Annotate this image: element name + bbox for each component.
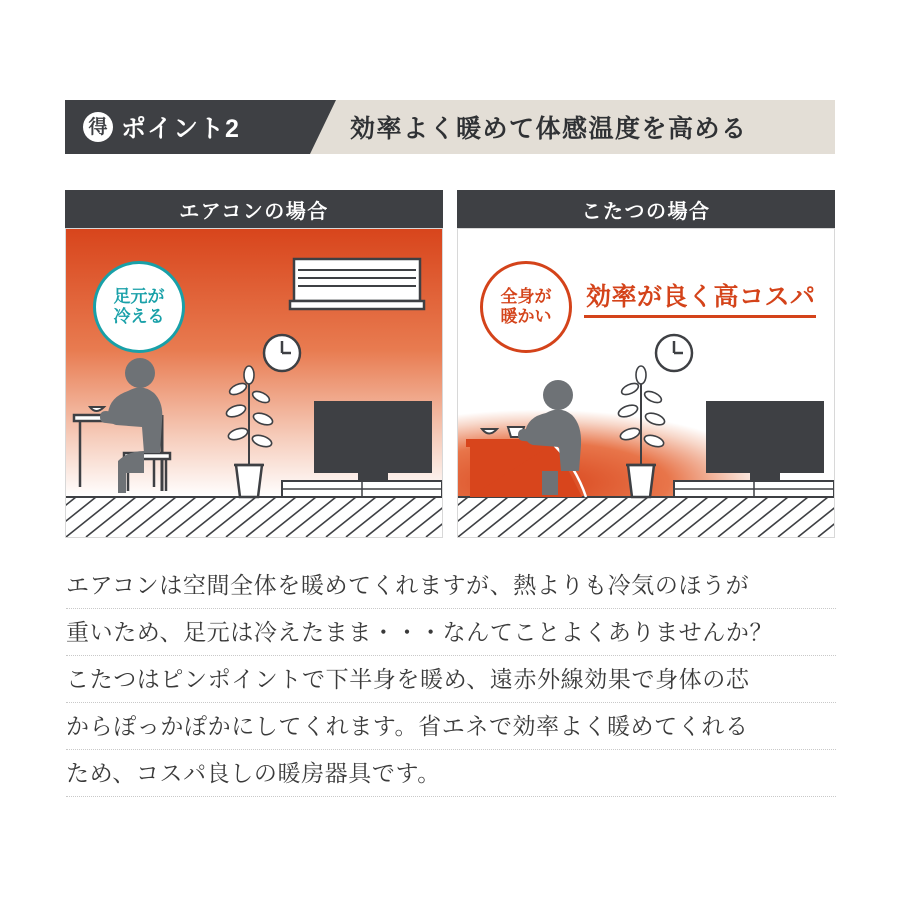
description-line: ため、コスパ良しの暖房器具です。 xyxy=(66,750,836,797)
banner-point-tab xyxy=(65,100,310,154)
bubble-kotatsu-line-2: 暖かい xyxy=(500,307,552,326)
panel-kotatsu-heading: こたつの場合 xyxy=(457,190,835,228)
toku-badge-icon: 得 xyxy=(83,112,113,142)
description-line: 重いため、足元は冷えたまま・・・なんてことよくありませんか？ xyxy=(66,609,836,656)
panel-kotatsu xyxy=(457,190,835,538)
description-paragraph xyxy=(66,562,836,797)
description-line: からぽっかぽかにしてくれます。省エネで効率よく暖めてくれる xyxy=(66,703,836,750)
kotatsu-headline: 効率が良く高コスパ xyxy=(586,283,816,311)
panel-aircon-heading: エアコンの場合 xyxy=(65,190,443,228)
wall-clock-icon xyxy=(264,335,300,371)
panel-aircon-body xyxy=(65,228,443,538)
bubble-aircon-line-1: 足元が xyxy=(113,286,165,306)
air-conditioner-unit xyxy=(290,259,424,309)
panel-kotatsu-body xyxy=(457,228,835,538)
banner-tab-label: ポイント2 xyxy=(121,115,240,143)
bubble-aircon-line-2: 冷える xyxy=(113,307,165,326)
bubble-kotatsu-line-1: 全身が xyxy=(500,286,552,306)
comparison-panels xyxy=(65,190,835,538)
wall-clock-icon xyxy=(656,335,692,371)
panel-aircon xyxy=(65,190,443,538)
bubble-aircon xyxy=(93,261,185,353)
kotatsu-headline-underline xyxy=(584,315,816,318)
bubble-kotatsu xyxy=(480,261,572,353)
description-line: エアコンは空間全体を暖めてくれますが、熱よりも冷気のほうが xyxy=(66,562,836,609)
banner-title: 効率よく暖めて体感温度を高める xyxy=(350,115,748,143)
section-banner xyxy=(65,100,835,154)
description-line: こたつはピンポイントで下半身を暖め、遠赤外線効果で身体の芯 xyxy=(66,656,836,703)
